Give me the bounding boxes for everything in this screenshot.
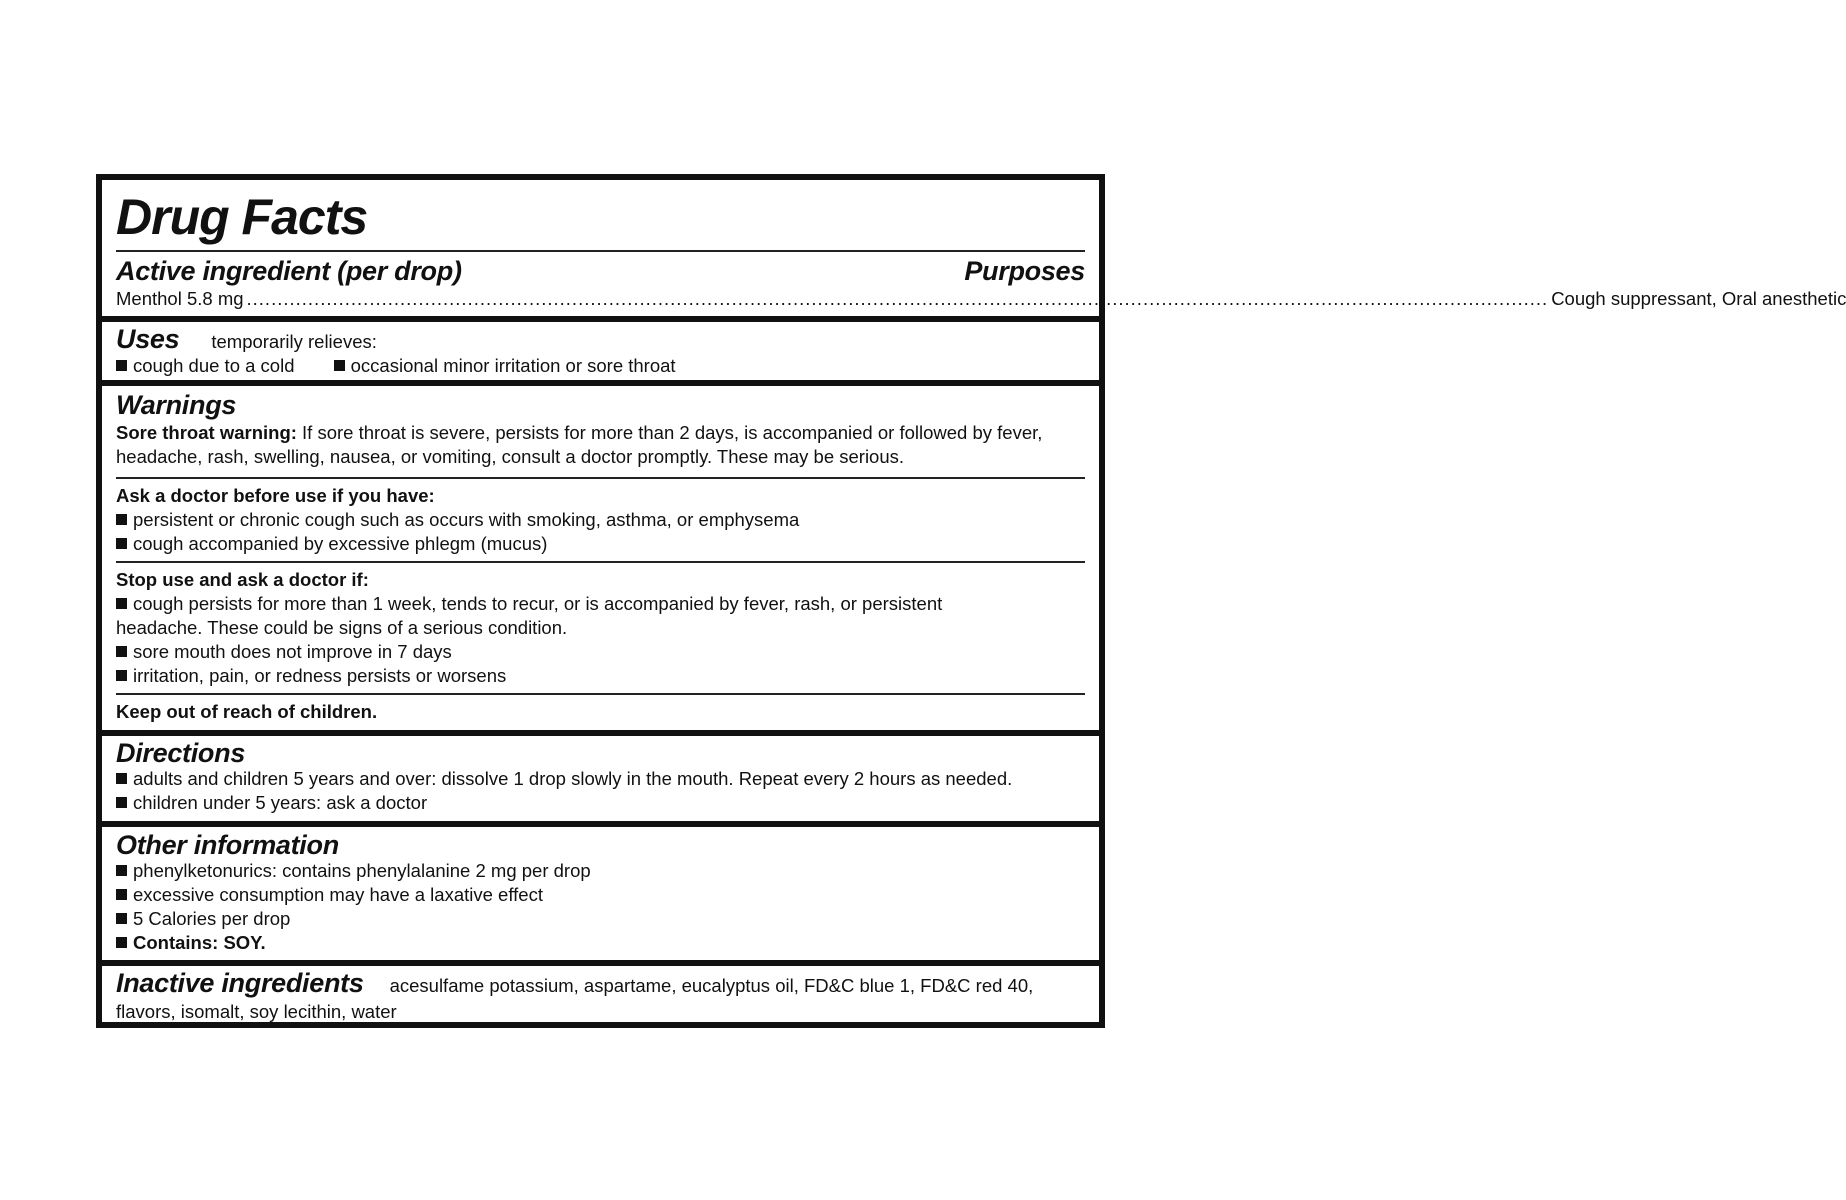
list-item: 5 Calories per drop	[116, 907, 1085, 931]
bullet-icon	[116, 670, 127, 681]
section-divider	[102, 821, 1099, 827]
bullet-icon	[116, 360, 127, 371]
ingredient-name: Menthol 5.8 mg	[116, 288, 244, 309]
active-ingredient-section	[116, 256, 1846, 311]
bullet-icon	[334, 360, 345, 371]
ask-doctor-section	[116, 484, 1085, 556]
dot-leader: ....................................................................................................................................................................................................................	[246, 288, 1549, 309]
section-divider	[102, 380, 1099, 386]
bullet-icon	[116, 514, 127, 525]
bullet-icon	[116, 865, 127, 876]
other-information-heading: Other information	[116, 830, 339, 860]
warnings-divider	[116, 477, 1085, 479]
uses-intro: temporarily relieves:	[211, 331, 377, 352]
bullet-icon	[116, 889, 127, 900]
list-item: excessive consumption may have a laxative effect	[116, 883, 1085, 907]
list-item: phenylketonurics: contains phenylalanine 2 mg per drop	[116, 859, 1085, 883]
warnings-divider	[116, 561, 1085, 563]
section-divider	[102, 316, 1099, 322]
active-ingredient-heading: Active ingredient (per drop)	[116, 256, 462, 286]
keep-out-section	[116, 700, 1085, 724]
list-item: cough accompanied by excessive phlegm (mucus)	[116, 532, 1085, 556]
bullet-icon	[116, 538, 127, 549]
stop-use-section	[116, 568, 1085, 688]
keep-out-notice: Keep out of reach of children.	[116, 701, 378, 722]
section-divider	[102, 960, 1099, 966]
bullet-icon	[116, 646, 127, 657]
inactive-ingredients-text: acesulfame potassium, aspartame, eucalyptus oil, FD&C blue 1, FD&C red 40, flavors, isomalt, soy lecithin, water	[116, 975, 1034, 1022]
drug-facts-panel	[96, 174, 1846, 1028]
bullet-icon	[116, 797, 127, 808]
directions-section	[116, 740, 1085, 815]
bullet-icon	[116, 913, 127, 924]
page-title: Drug Facts	[116, 189, 368, 245]
title-divider	[116, 250, 1085, 252]
ingredient-purpose: Cough suppressant, Oral anesthetic	[1551, 288, 1846, 309]
other-information-section	[116, 832, 1085, 955]
bullet-icon	[116, 598, 127, 609]
list-item: persistent or chronic cough such as occurs with smoking, asthma, or emphysema	[116, 508, 1085, 532]
section-divider	[102, 730, 1099, 736]
list-item: cough due to a cold	[116, 355, 295, 376]
sore-throat-text: If sore throat is severe, persists for more than 2 days, is accompanied or followed by fever, headache, rash, swelling, nausea, or vomiting, consult a doctor promptly. These may be serious.	[116, 422, 1043, 467]
inactive-ingredients-heading: Inactive ingredients	[116, 968, 364, 998]
purposes-heading: Purposes	[964, 256, 1085, 286]
stop-use-heading: Stop use and ask a doctor if:	[116, 569, 369, 590]
sore-throat-label: Sore throat warning:	[116, 422, 297, 443]
warnings-section	[116, 392, 1085, 469]
ask-doctor-heading: Ask a doctor before use if you have:	[116, 485, 435, 506]
list-item: adults and children 5 years and over: dissolve 1 drop slowly in the mouth. Repeat every 2 hours as needed.	[116, 767, 1085, 791]
bullet-icon	[116, 773, 127, 784]
bullet-icon	[116, 937, 127, 948]
list-item: cough persists for more than 1 week, tends to recur, or is accompanied by fever, rash, or persistent headache. These could be signs of a serious condition.	[116, 593, 943, 638]
inactive-ingredients-section	[116, 970, 1085, 1026]
sore-throat-warning	[116, 421, 1046, 469]
warnings-divider	[116, 693, 1085, 695]
list-item: irritation, pain, or redness persists or worsens	[116, 664, 1085, 688]
list-item: sore mouth does not improve in 7 days	[116, 640, 1085, 664]
uses-section	[116, 326, 1085, 378]
directions-heading: Directions	[116, 738, 246, 768]
list-item: occasional minor irritation or sore throat	[334, 355, 676, 376]
warnings-heading: Warnings	[116, 390, 237, 420]
list-item: children under 5 years: ask a doctor	[116, 791, 1085, 815]
uses-heading: Uses	[116, 324, 180, 354]
list-item: Contains: SOY.	[116, 931, 1085, 955]
title-section	[116, 189, 1085, 245]
